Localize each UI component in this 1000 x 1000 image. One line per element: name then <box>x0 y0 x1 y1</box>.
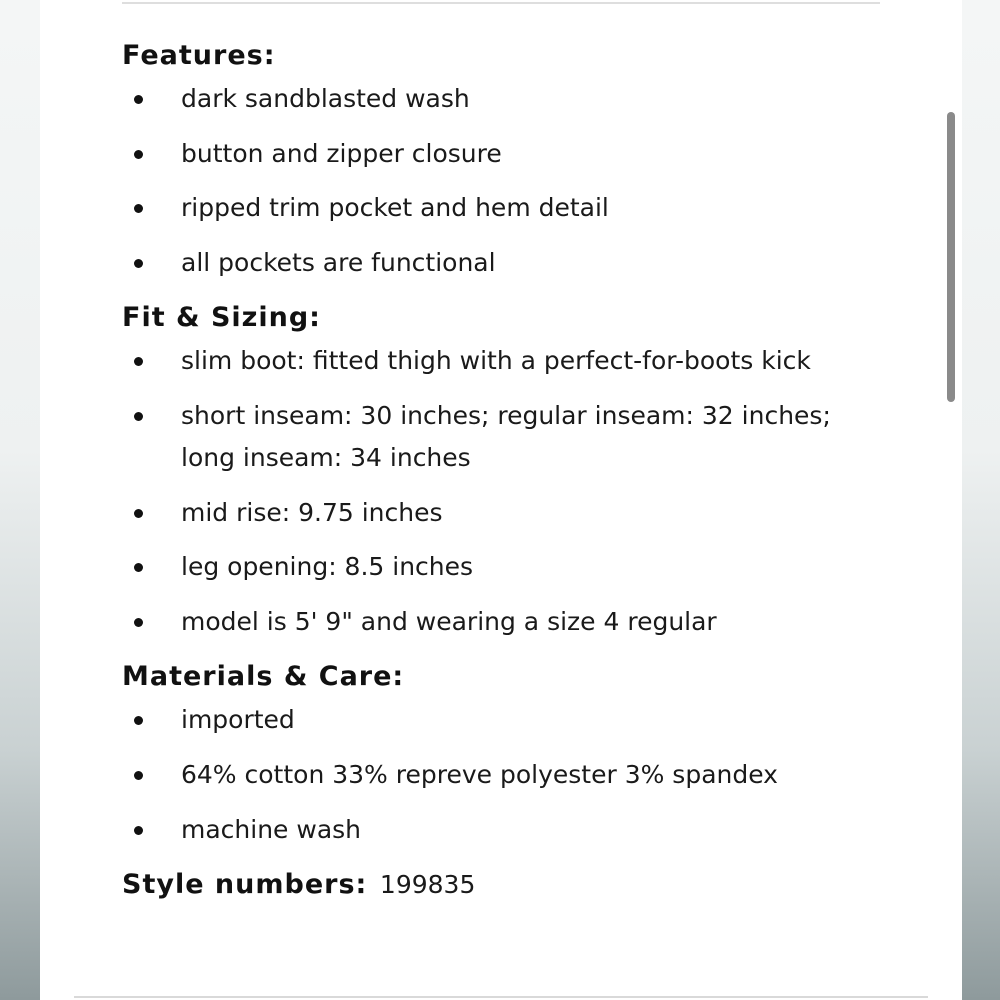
list-item-text: all pockets are functional <box>181 247 496 277</box>
style-numbers-label: Style numbers: <box>122 869 368 901</box>
product-details-page <box>40 0 962 1000</box>
list-item-text: slim boot: fitted thigh with a perfect-for-boots kick <box>181 346 811 376</box>
scrollbar-thumb[interactable] <box>947 112 955 402</box>
materials-care-list <box>122 699 892 850</box>
bullet-icon <box>134 826 143 835</box>
fit-sizing-list <box>122 340 892 642</box>
bullet-icon <box>134 412 143 421</box>
bullet-icon <box>134 150 143 159</box>
list-item <box>122 133 892 175</box>
list-item <box>122 187 892 229</box>
list-item-text: ripped trim pocket and hem detail <box>181 193 609 223</box>
features-heading: Features: <box>122 40 276 71</box>
product-details-content <box>122 34 892 907</box>
list-item-text: model is 5' 9" and wearing a size 4 regular <box>181 606 717 636</box>
list-item <box>122 242 892 284</box>
list-item-text: button and zipper closure <box>181 138 502 168</box>
fit-sizing-heading: Fit & Sizing: <box>122 302 321 334</box>
list-item <box>122 78 892 120</box>
list-item-text: leg opening: 8.5 inches <box>181 552 474 582</box>
style-numbers <box>122 863 892 907</box>
top-divider <box>122 2 880 4</box>
materials-care-heading: Materials & Care: <box>122 661 405 693</box>
list-item <box>122 809 892 851</box>
list-item-text: machine wash <box>181 814 362 844</box>
bullet-icon <box>134 563 143 572</box>
list-item <box>122 601 892 643</box>
list-item-text: dark sandblasted wash <box>181 84 470 113</box>
bullet-icon <box>134 716 143 725</box>
list-item-text: 64% cotton 33% repreve polyester 3% spandex <box>181 759 778 789</box>
list-item-text: mid rise: 9.75 inches <box>181 497 443 527</box>
bullet-icon <box>134 259 143 268</box>
style-numbers-value: 199835 <box>379 870 476 900</box>
list-item <box>122 546 892 588</box>
bottom-divider <box>74 996 928 998</box>
bullet-icon <box>134 509 143 518</box>
bullet-icon <box>134 357 143 366</box>
list-item-text: short inseam: 30 inches; regular inseam: 32 inches; long inseam: 34 inches <box>181 400 831 472</box>
list-item-text: imported <box>181 705 295 735</box>
list-item <box>122 754 892 796</box>
list-item <box>122 340 892 382</box>
bullet-icon <box>134 771 143 780</box>
list-item <box>122 395 892 479</box>
bullet-icon <box>134 618 143 627</box>
bullet-icon <box>134 204 143 213</box>
bullet-icon <box>134 95 143 104</box>
list-item <box>122 492 892 534</box>
list-item <box>122 699 892 741</box>
features-list <box>122 78 892 284</box>
